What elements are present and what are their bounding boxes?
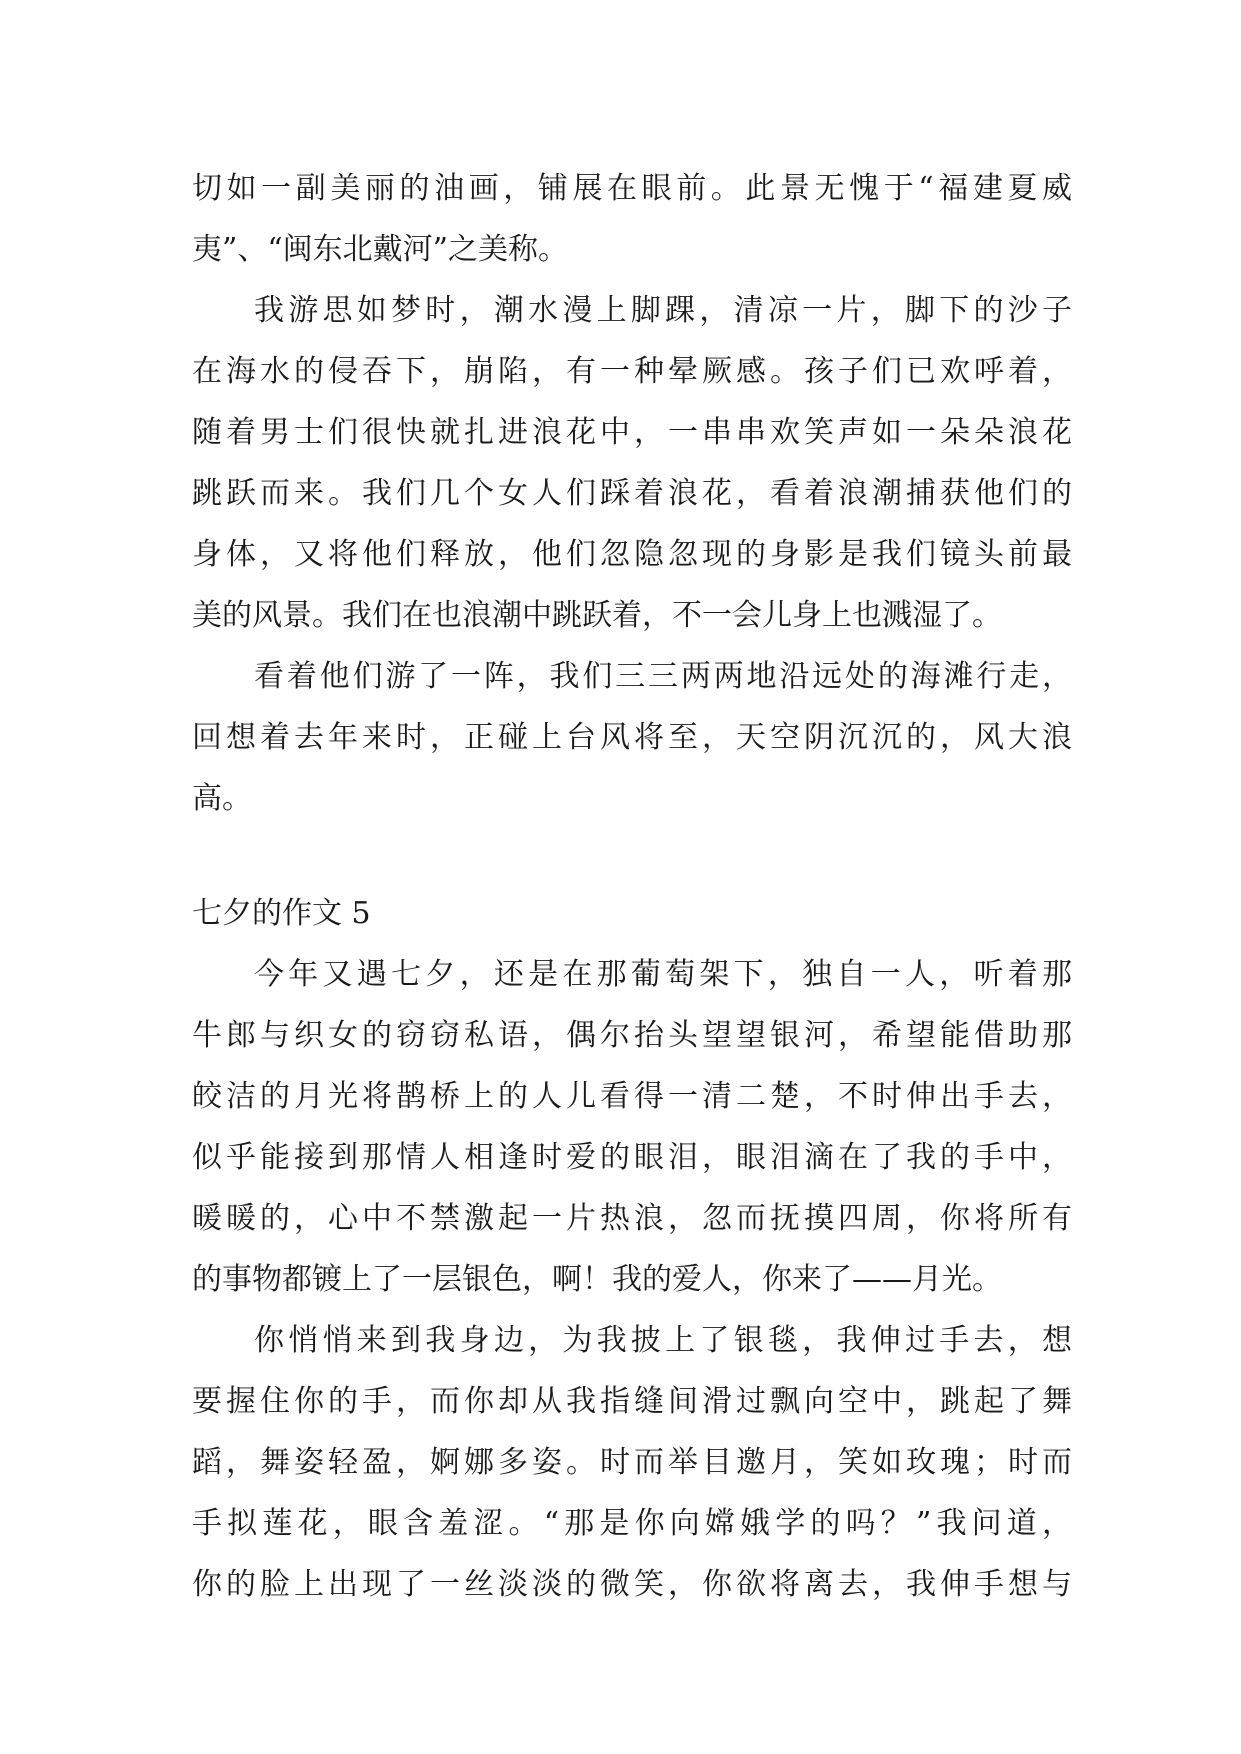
text-line: 跳跃而来。我们几个女人们踩着浪花，看着浪潮捕获他们的: [192, 476, 1072, 511]
text-line: 高。: [192, 781, 252, 816]
text-line: 皎洁的月光将鹊桥上的人儿看得一清二楚，不时伸出手去，: [192, 1079, 1072, 1114]
section-title: 七夕的作文 5: [192, 896, 371, 931]
paragraph: [192, 646, 1072, 829]
text-line: 的事物都镀上了一层银色，啊！我的爱人，你来了——月光。: [192, 1262, 1002, 1297]
text-line: 似乎能接到那情人相逢时爱的眼泪，眼泪滴在了我的手中，: [192, 1140, 1072, 1175]
text-line: 今年又遇七夕，还是在那葡萄架下，独自一人，听着那: [254, 957, 1072, 992]
text-line: 我游思如梦时，潮水漫上脚踝，清凉一片，脚下的沙子: [254, 293, 1072, 328]
text-line: 蹈，舞姿轻盈，婀娜多姿。时而举目邀月，笑如玫瑰；时而: [192, 1445, 1072, 1480]
text-line: 随着男士们很快就扎进浪花中，一串串欢笑声如一朵朵浪花: [192, 415, 1072, 450]
text-line: 夷”、“闽东北戴河”之美称。: [192, 232, 569, 267]
document-body: [192, 158, 1072, 1615]
text-line: 在海水的侵吞下，崩陷，有一种晕厥感。孩子们已欢呼着，: [192, 354, 1072, 389]
text-line: 美的风景。我们在也浪潮中跳跃着，不一会儿身上也溅湿了。: [192, 598, 1002, 633]
text-line: 要握住你的手，而你却从我指缝间滑过飘向空中，跳起了舞: [192, 1384, 1072, 1419]
text-line: 切如一副美丽的油画，铺展在眼前。此景无愧于“福建夏威: [192, 171, 1072, 206]
paragraph: [192, 1310, 1072, 1615]
text-line: 牛郎与织女的窃窃私语，偶尔抬头望望银河，希望能借助那: [192, 1018, 1072, 1053]
text-line: 回想着去年来时，正碰上台风将至，天空阴沉沉的，风大浪: [192, 720, 1072, 755]
paragraph: [192, 158, 1072, 280]
text-line: 你的脸上出现了一丝淡淡的微笑，你欲将离去，我伸手想与: [192, 1567, 1072, 1602]
paragraph: [192, 280, 1072, 646]
text-line: 看着他们游了一阵，我们三三两两地沿远处的海滩行走，: [254, 659, 1072, 694]
section-spacer: [192, 829, 1072, 883]
paragraph: [192, 944, 1072, 1310]
text-line: 手拟莲花，眼含羞涩。“那是你向嫦娥学的吗？”我问道，: [192, 1506, 1072, 1541]
text-line: 身体，又将他们释放，他们忽隐忽现的身影是我们镜头前最: [192, 537, 1072, 572]
text-line: 你悄悄来到我身边，为我披上了银毯，我伸过手去，想: [254, 1323, 1072, 1358]
text-line: 暖暖的，心中不禁激起一片热浪，忽而抚摸四周，你将所有: [192, 1201, 1072, 1236]
